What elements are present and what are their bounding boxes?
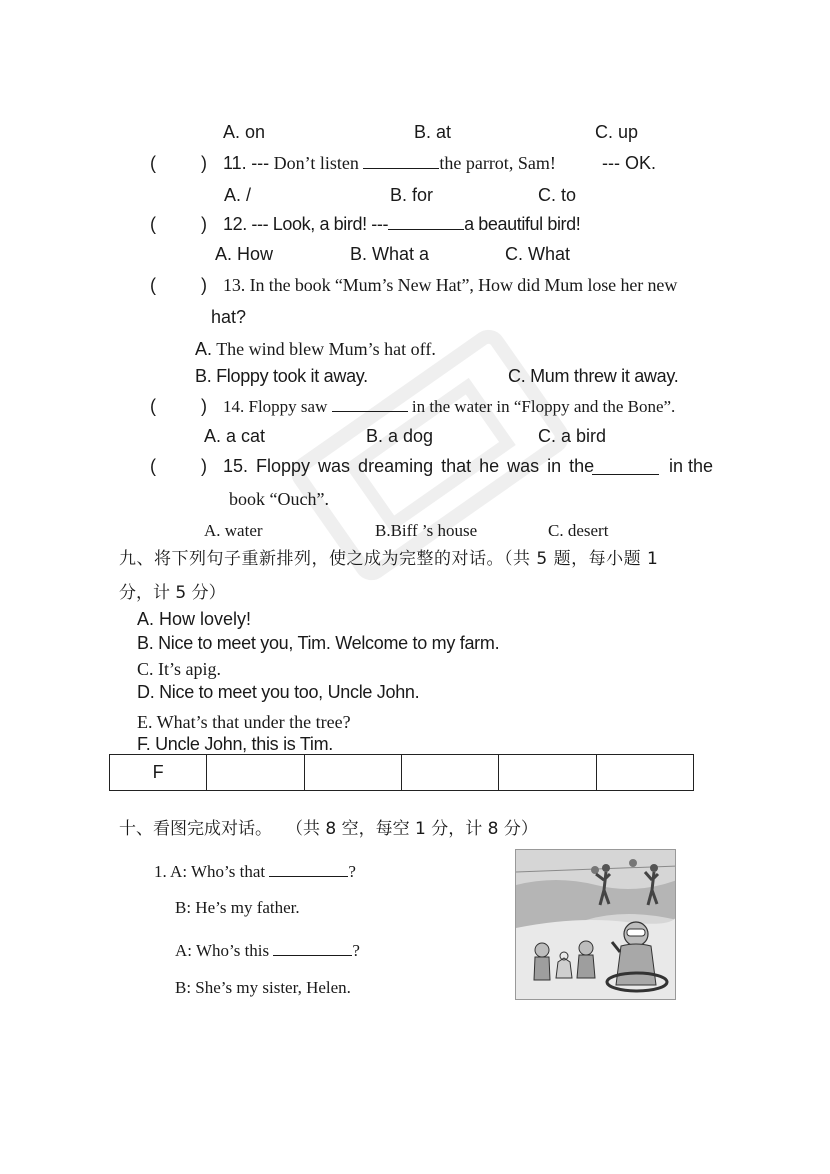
q15-line2: book “Ouch”. [229, 489, 329, 509]
q15-paren-open: ( [150, 456, 156, 476]
q14-answer-blank[interactable] [332, 411, 408, 412]
dialogue-blank-1[interactable] [269, 876, 348, 877]
q10-option-b: B. at [414, 122, 452, 142]
q12-answer-blank[interactable] [388, 229, 464, 230]
answer-cell-4[interactable] [401, 755, 498, 791]
q11-number: 11. [223, 153, 247, 173]
dialogue-a2-label: A: Who’s this [175, 941, 270, 960]
q12-option-a: A. How [215, 244, 274, 264]
q13-option-a-letter: A. [195, 339, 213, 359]
q12-option-b: B. What a [350, 244, 430, 264]
q12-option-c: C. What [505, 244, 571, 264]
q12-text-before: 12. --- Look, a bird! --- [223, 214, 389, 234]
q13-option-a [195, 340, 436, 358]
q11-answer-blank[interactable] [363, 168, 439, 169]
answer-order-table [109, 754, 694, 791]
answer-cell-3[interactable] [304, 755, 401, 791]
q12-paren-open: ( [150, 214, 156, 234]
section9-title-line2: 分，计 5 分） [119, 583, 226, 603]
dialogue-q1-end: ? [348, 862, 356, 881]
q15-paren-close: ) [201, 456, 207, 476]
beach-family-picture [515, 849, 676, 1000]
q14-option-c: C. a bird [538, 426, 607, 446]
section10-scoring: （共 8 空，每空 1 分，计 8 分） [286, 819, 538, 839]
q11-option-a: A. / [224, 185, 252, 205]
q12-text-after: a beautiful bird! [464, 214, 581, 234]
q14-option-a: A. a cat [204, 426, 266, 446]
q10-option-a: A. on [223, 122, 266, 142]
answer-cell-6[interactable] [596, 755, 693, 791]
q13-option-c: C. Mum threw it away. [508, 366, 679, 386]
dialogue-line-4: B: She’s my sister, Helen. [175, 978, 351, 997]
q11-option-c: C. to [538, 185, 577, 205]
q15-option-a: A. water [204, 521, 263, 540]
dialogue-q1-label: 1. A: Who’s that [154, 862, 266, 881]
q15-line1-before: 15. Floppy was dreaming that he was in the [223, 456, 595, 476]
q15-line1-after: in the [669, 456, 714, 476]
answer-cell-2[interactable] [207, 755, 304, 791]
q13-question-line1: 13. In the book “Mum’s New Hat”, How did Mum lose her new [223, 275, 678, 295]
q13-question-line2: hat? [211, 307, 247, 327]
q11-paren-close: ) [201, 153, 207, 173]
section9-title-line1: 九、将下列句子重新排列，使之成为完整的对话。（共 5 题，每小题 1 [119, 549, 659, 569]
answer-cell-1[interactable]: F [110, 755, 207, 791]
q15-option-c: C. desert [548, 521, 609, 540]
q14-paren-close: ) [201, 396, 207, 416]
dialogue-blank-2[interactable] [273, 955, 352, 956]
q12-stem [223, 215, 580, 233]
q14-text-before: 14. Floppy saw [223, 397, 332, 416]
q12-paren-close: ) [201, 214, 207, 234]
dialogue-a2-end: ? [352, 941, 360, 960]
dialogue-line-2: B: He’s my father. [175, 898, 300, 917]
q13-option-b: B. Floppy took it away. [195, 366, 368, 386]
q11-dash: --- [251, 153, 270, 173]
q10-option-c: C. up [595, 122, 639, 142]
dialogue-line-1 [154, 863, 356, 880]
q11-text-after: the parrot, Sam! [439, 153, 556, 173]
sentence-f: F. Uncle John, this is Tim. [137, 734, 333, 754]
q13-option-a-text: The wind blew Mum’s hat off. [212, 339, 436, 359]
q14-option-b: B. a dog [366, 426, 434, 446]
q13-paren-close: ) [201, 275, 207, 295]
dialogue-line-3 [175, 942, 360, 959]
q11-reply: --- OK. [602, 153, 656, 173]
q14-paren-open: ( [150, 396, 156, 416]
beach-family-illustration-icon [516, 850, 676, 1000]
sentence-c: C. It’s apig. [137, 659, 221, 679]
q13-paren-open: ( [150, 275, 156, 295]
sentence-e: E. What’s that under the tree? [137, 712, 351, 732]
q11-text-before: Don’t listen [273, 153, 364, 173]
q15-answer-blank[interactable] [592, 474, 659, 475]
answer-row [110, 755, 694, 791]
q14-text-after: in the water in “Floppy and the Bone”. [407, 397, 676, 416]
q14-stem [223, 398, 675, 415]
q15-option-b: B.Biff ’s house [375, 521, 478, 540]
answer-cell-5[interactable] [499, 755, 596, 791]
q11-stem [223, 154, 556, 172]
sentence-a: A. How lovely! [137, 609, 252, 629]
sentence-b: B. Nice to meet you, Tim. Welcome to my farm. [137, 633, 500, 653]
q11-option-b: B. for [390, 185, 434, 205]
section10-title: 十、看图完成对话。 [119, 819, 272, 839]
q11-paren-open: ( [150, 153, 156, 173]
sentence-d: D. Nice to meet you too, Uncle John. [137, 682, 420, 702]
